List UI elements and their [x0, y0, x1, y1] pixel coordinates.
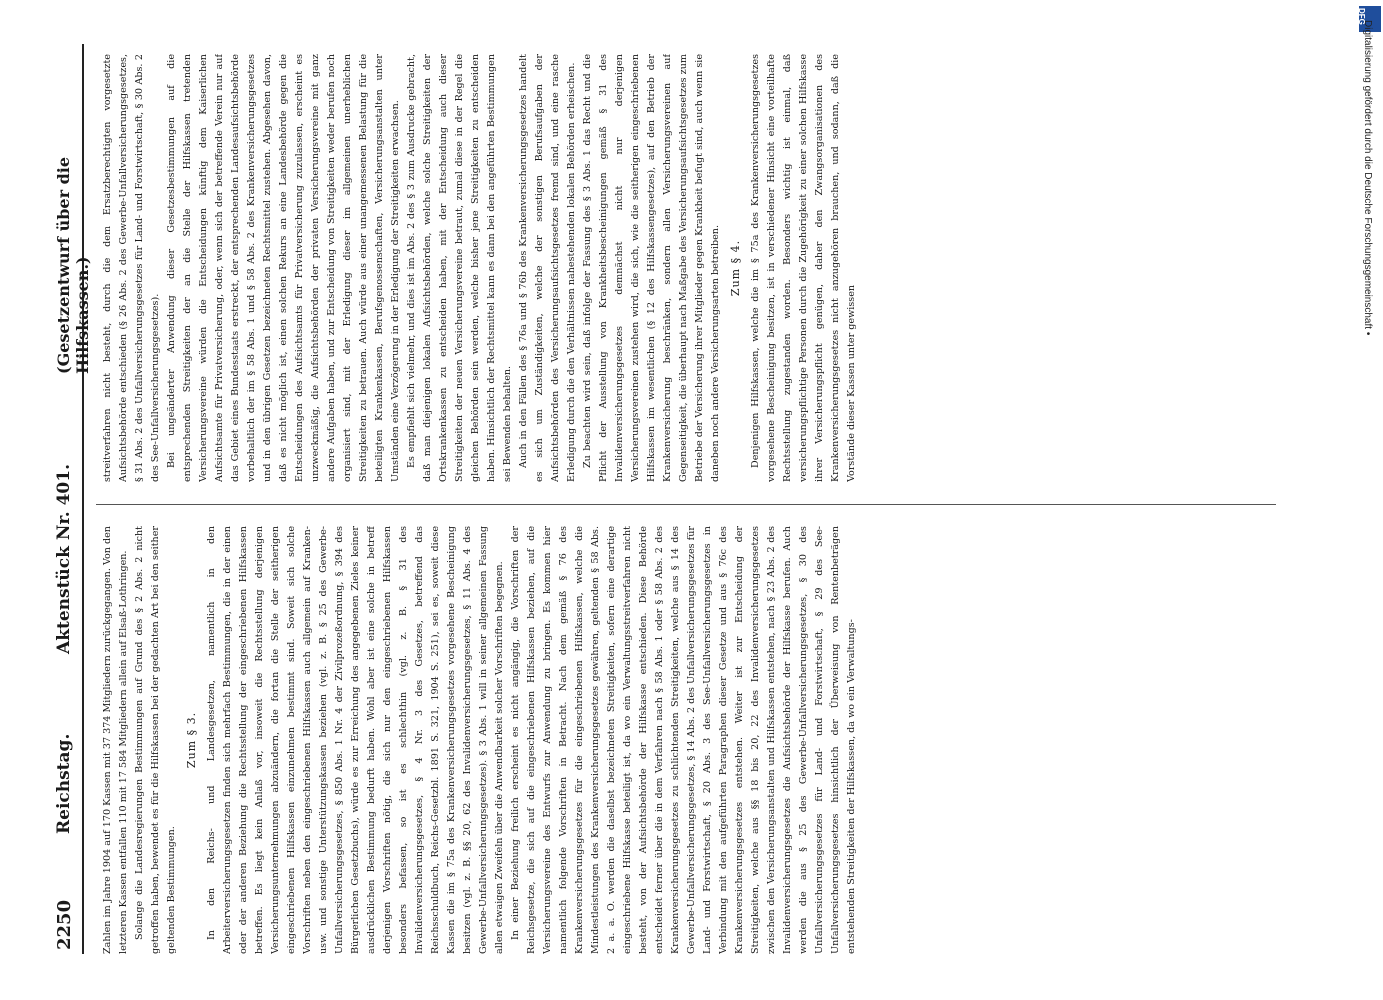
- paragraph: In den Reichs- und Landesgesetzen, namentlich in den Arbeiterversicherungsgesetzen finden sich mehrfach Bestimmungen, die in der einen oder der anderen Beziehung die Rechtsstellung der eingeschriebenen Hilfskassen betreffen. Es liegt kein Anlaß vor, insoweit die Rechtsstellung derjenigen Versicherungsunternehmungen abzuändern, die fortan die Stelle der seitherigen eingeschriebenen Hilfskassen einzunehmen bestimmt sind. Soweit sich solche Vorschriften neben den eingeschriebenen Hilfskassen auch allgemein auf Kranken- usw. und sonstige Unterstützungskassen beziehen (vgl. z. B. § 25 des Gewerbe-Unfallversicherungsgesetzes, § 850 Abs. 1 Nr. 4 der Zivilprozeßordnung, § 394 des Bürgerlichen Gesetzbuchs), würde es zur Erreichung des angegebenen Zieles keiner ausdrücklichen Bestimmung bedurft haben. Wohl aber ist eine solche in betreff derjenigen Vorschriften nötig, die sich nur den eingeschriebenen Hilfskassen besonders befassen, so ist es schlechthin (vgl. z. B. § 31 des Invalidenversicherungsgesetzes, § 4 Nr. 3 des Gesetzes, betreffend das Reichsschuldbuch, Reichs-Gesetzbl. 1891 S. 321, 1904 S. 251), sei es, soweit diese Kassen die im § 75a des Krankenversicherungsgesetzes vorgesehene Bescheinigung besitzen (vgl. z. B. §§ 20, 62 des Invalidenversicherungsgesetzes, § 11 Abs. 4 des Gewerbe-Unfallversicherungsgesetzes). § 3 Abs. 1 will in seiner allgemeinen Fassung allen etwaigen Zweifeln über die Anwendbarkeit solcher Vorschriften begegnen.: [206, 526, 505, 954]
- page-header: [48, 44, 92, 954]
- paragraph: In einer Beziehung freilich erscheint es nicht angängig, die Vorschriften der Reichsgesetze, die sich auf die eingeschriebenen Hilfskassen beziehen, auf die Versicherungsvereine des Entwurfs zur Anwendung zu bringen. Es kommen hier namentlich folgende Vorschriften in Betracht. Nach dem gemäß § 76 des Krankenversicherungsgesetzes für die eingeschriebenen Hilfskassen, welche die Mindestleistungen des Krankenversicherungsgesetzes gewähren, geltenden § 58 Abs. 2 a. a. O. werden die daselbst bezeichneten Streitigkeiten, sofern eine derartige eingeschriebene Hilfskasse beteiligt ist, da wo ein Verwaltungsstreitverfahren nicht besteht, von der Aufsichtsbehörde der Hilfskasse entschieden. Diese Behörde entscheidet ferner über die in dem Verfahren nach § 58 Abs. 1 oder § 58 Abs. 2 des Krankenversicherungsgesetzes zu schlichtenden Streitigkeiten, welche aus § 14 des Gewerbe-Unfallversicherungsgesetzes, § 14 Abs. 2 des Unfallversicherungsgesetzes für Land- und Forstwirtschaft, § 20 Abs. 3 des See-Unfallversicherungsgesetzes in Verbindung mit den aufgeführten Paragraphen dieser Gesetze und aus § 76c des Krankenversicherungsgesetzes entstehen. Weiter ist zur Entscheidung der Streitigkeiten, welche aus §§ 18 bis 20, 22 des Invalidenversicherungsgesetzes zwischen den Versicherungsanstalten und Hilfskassen entstehen, nach § 23 Abs. 2 des Invalidenversicherungsgesetzes die Aufsichtsbehörde der Hilfskasse berufen. Auch werden die aus § 25 des Gewerbe-Unfallversicherungsgesetzes, § 30 des Unfallversicherungsgesetzes für Land- und Forstwirtschaft, § 29 des See-Unfallversicherungsgesetzes hinsichtlich der Überweisung von Rentenbeträgen entstehenden Streitigkeiten der Hilfskassen, da wo ein Verwaltungs-: [510, 526, 857, 954]
- paragraph: Auch in den Fällen des § 76a und § 76b des Krankenversicherungsgesetzes handelt es sich um Zuständigkeiten, welche der sonstigen Berufsaufgaben der Aufsichtsbehörden des Versicherungsaufsichtsgesetzes fremd sind, und eine rasche Erledigung durch die den Verhältnissen nahestehenden lokalen Behörden erheischen.: [518, 54, 577, 482]
- column-divider: [96, 504, 1276, 505]
- running-title: Reichstag.: [54, 733, 74, 834]
- paragraph: Denjenigen Hilfskassen, welche die im § 75a des Krankenversicherungsgesetzes vorgesehene Bescheinigung besitzen, ist in verschiedener Hinsicht eine vorteilhafte Rechtsstellung zugestanden worden. Besonders wichtig ist einmal, daß versicherungspflichtige Personen durch die Zugehörigkeit zu einer solchen Hilfskasse ihrer Versicherungspflicht genügen, daher den Zwangsorganisationen des Krankenversicherungsgesetzes nicht anzugehören brauchen, und sodann, daß die Vorstände dieser Kassen unter gewissen: [750, 54, 857, 482]
- section-heading: Zum § 4.: [729, 239, 742, 297]
- left-column: [100, 526, 1270, 954]
- dfg-logo: DFG: [1359, 6, 1381, 32]
- paragraph: Solange die Landesregierungen Bestimmungen auf Grund des § 2 Abs. 2 nicht getroffen haben, bewendet es für die Hilfskassen bei der gedachten Art bei den seither geltenden Bestimmungen.: [134, 526, 177, 954]
- section-heading: Zum § 3.: [185, 711, 198, 769]
- paragraph: Zu beachten wird sein, daß infolge der Fassung des § 3 Abs. 1 das Recht und die Pflicht der Ausstellung von Krankheitsbescheinigungen gemäß § 31 des Invalidenversicherungsgesetzes demnächst nicht nur derjenigen Versicherungsvereinen zustehen wird, die sich, wie die seitherigen eingeschriebenen Hilfskassen im wesentlichen (§ 12 des Hilfskassengesetzes), auf den Betrieb der Krankenversicherung beschränken, sondern allen Versicherungsvereinen auf Gegenseitigkeit, die überhaupt nach Maßgabe des Versicherungsaufsichtsgesetzes zum Betriebe der Versicherung ihrer Mitglieder gegen Krankheit befugt sind, auch wenn sie daneben noch andere Versicherungsarten betreiben.: [582, 54, 721, 482]
- page-number: 2250: [54, 899, 75, 950]
- right-column: [100, 54, 1270, 482]
- document-subtitle: (Gesetzentwurf über die Hilfskassen.): [54, 156, 92, 374]
- digitization-note: [1363, 20, 1377, 780]
- digitization-note-text: Digitalisierung gefördert durch die Deutsche Forschungsgemeinschaft •: [1362, 20, 1373, 336]
- paragraph: streitverfahren nicht besteht, durch die dem Ersatzberechtigten vorgesetzte Aufsichtsbehörde entschieden (§ 26 Abs. 2 des Gewerbe-Unfallversicherungsgesetzes, § 31 Abs. 2 des Unfallversicherungsgesetzes für Land- und Forstwirtschaft, § 30 Abs. 2 des See-Unfallversicherungsgesetzes).: [102, 54, 161, 482]
- paragraph: Zahlen im Jahre 1904 auf 170 Kassen mit 37 374 Mitgliedern zurückgegangen. Von den letzteren Kassen entfallen 110 mit 17 584 Mitgliedern allein auf Elsaß-Lothringen.: [102, 526, 129, 954]
- paragraph: Es empfiehlt sich vielmehr, und dies ist im Abs. 2 des § 3 zum Ausdrucke gebracht, daß man diejenigen lokalen Aufsichtsbehörden, welche solche Streitigkeiten der Ortskrankenkassen zu entscheiden haben, mit der Entscheidung auch dieser Streitigkeiten der neuen Versicherungsvereine betraut, zumal diese in der Regel die gleichen Behörden sein werden, welche bisher jene Streitigkeiten zu entscheiden haben. Hinsichtlich der Rechtsmittel kann es dann bei den angeführten Bestimmungen sei Bewenden behalten.: [406, 54, 513, 482]
- paragraph: Bei ungeänderter Anwendung dieser Gesetzesbestimmungen auf die entsprechenden Streitigkeiten der an die Stelle der Hilfskassen tretenden Versicherungsvereine würden die Entscheidungen künftig dem Kaiserlichen Aufsichtsamte für Privatversicherung, oder, wenn sich der betreffende Verein nur auf das Gebiet eines Bundesstaats erstreckt, der entsprechenden Landesaufsichtsbehörde vorbehaltlich der im § 58 Abs. 1 und § 58 Abs. 2 des Krankenversicherungsgesetzes und in den übrigen Gesetzen bezeichneten Rechtsmittel zustehen. Abgesehen davon, daß es nicht möglich ist, einen solchen Rekurs an eine Landesbehörde gegen die Entscheidungen des Aufsichtsamts für Privatversicherung zuzulassen, erscheint es unzweckmäßig, die Aufsichtsbehörden der privaten Versicherungsvereine mit ganz andere Aufgaben haben, und zur Entscheidung von Streitigkeiten weder berufen noch organisiert sind, mit der Erledigung dieser im allgemeinen unerheblichen Streitigkeiten zu betrauen. Auch würde aus einer unangemessenen Belastung für die beteiligten Krankenkassen, Berufsgenossenschaften, Versicherungsanstalten unter Umständen eine Verzögerung in der Erledigung der Streitigkeiten erwachsen.: [166, 54, 401, 482]
- document-title: Aktenstück Nr. 401.: [54, 463, 74, 654]
- rotated-document-page: [48, 44, 1283, 954]
